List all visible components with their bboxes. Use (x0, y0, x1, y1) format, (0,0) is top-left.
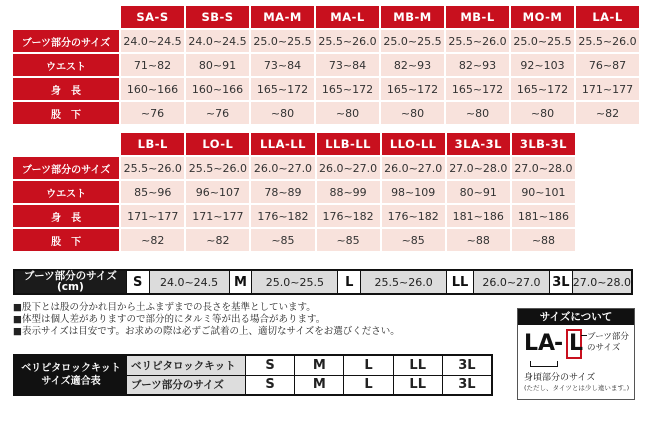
about-body-line2: (ただし、タイツとは少し違います。) (524, 384, 630, 392)
chart2-header: 3LB-3L (512, 133, 575, 155)
chart1-header: LA-L (576, 6, 639, 28)
chart2-cell: 181~186 (512, 205, 575, 227)
chart1-cell: 25.0~25.5 (511, 30, 574, 52)
chart2-row-label: ウエスト (13, 181, 119, 203)
chart2-row (13, 181, 575, 203)
chart2-cell: 26.0~27.0 (382, 157, 445, 179)
about-sizes-diagram (518, 325, 634, 399)
chart1-cell: 25.5~26.0 (446, 30, 509, 52)
boots-size-range: 25.5~26.0 (360, 271, 446, 293)
chart2-header: LLA-LL (251, 133, 314, 155)
chart1-cell: ~80 (381, 102, 444, 124)
about-code-dash: - (554, 331, 564, 356)
chart2-row-label: 股 下 (13, 229, 119, 251)
chart1-row-label: 股 下 (13, 102, 119, 124)
chart1-cell: 73~84 (316, 54, 379, 76)
chart1-cell: 160~166 (186, 78, 249, 100)
note-line: ■股下とは股の分かれ目から土ふまずまでの長さを基準としています。 (13, 302, 316, 313)
kit-size: 3L (442, 376, 491, 395)
chart1-row (13, 102, 639, 124)
chart2-cell: ~88 (447, 229, 510, 251)
chart2-cell: 26.0~27.0 (251, 157, 314, 179)
chart2-cell: ~85 (317, 229, 380, 251)
chart1-row (13, 30, 639, 52)
boots-size-code: L (337, 271, 360, 293)
boots-size-code: 3L (549, 271, 572, 293)
note-line: ■表示サイズは目安です。お求めの際は必ずご試着の上、適切なサイズをお選びください。 (13, 326, 400, 337)
boots-size-code: M (229, 271, 252, 293)
kit-size: S (245, 376, 294, 395)
chart2-cell: 78~89 (251, 181, 314, 203)
chart1-cell: 165~172 (446, 78, 509, 100)
chart1-header: MB-M (381, 6, 444, 28)
kit-size: M (294, 376, 343, 395)
chart1-cell: ~76 (186, 102, 249, 124)
boots-size-bar-unit: (cm) (56, 281, 84, 293)
kit-compat-rows (127, 356, 491, 394)
boots-size-range: 24.0~24.5 (149, 271, 229, 293)
chart1-row (13, 78, 639, 100)
chart1-cell: 82~93 (446, 54, 509, 76)
kit-size: S (245, 356, 294, 375)
chart1-cell: 92~103 (511, 54, 574, 76)
chart1-cell: 171~177 (576, 78, 639, 100)
chart2-cell: 176~182 (382, 205, 445, 227)
chart1-cell: 160~166 (121, 78, 184, 100)
kit-row-label: ベリピタロックキット (127, 356, 245, 375)
chart2-cell: 181~186 (447, 205, 510, 227)
chart2-cell: 96~107 (186, 181, 249, 203)
chart2-header: 3LA-3L (447, 133, 510, 155)
chart2-corner (13, 133, 119, 155)
chart1-cell: 25.0~25.5 (381, 30, 444, 52)
chart2-cell: 27.0~28.0 (512, 157, 575, 179)
chart2-cell: ~82 (121, 229, 184, 251)
boots-size-range: 25.0~25.5 (251, 271, 337, 293)
chart2-header: LLO-LL (382, 133, 445, 155)
chart1-cell: 24.0~24.5 (186, 30, 249, 52)
chart1-cell: 165~172 (511, 78, 574, 100)
kit-size: LL (393, 356, 442, 375)
chart1-row-label: 身 長 (13, 78, 119, 100)
kit-size: L (343, 376, 392, 395)
about-boots-line2: のサイズ (587, 343, 621, 353)
kit-row (127, 375, 491, 395)
chart2-cell: 176~182 (251, 205, 314, 227)
chart2-row (13, 205, 575, 227)
chart1-header-row (13, 6, 639, 28)
chart1-cell: 165~172 (251, 78, 314, 100)
kit-size: M (294, 356, 343, 375)
chart1-cell: 25.5~26.0 (316, 30, 379, 52)
chart1-cell: ~80 (251, 102, 314, 124)
kit-row-label: ブーツ部分のサイズ (127, 376, 245, 395)
kit-row (127, 356, 491, 375)
chart2-row (13, 157, 575, 179)
chart1-cell: 24.0~24.5 (121, 30, 184, 52)
chart2-cell: 27.0~28.0 (447, 157, 510, 179)
about-sizes-title: サイズについて (518, 309, 634, 325)
chart1-cell: 82~93 (381, 54, 444, 76)
chart1-cell: 71~82 (121, 54, 184, 76)
boots-size-bar-label (15, 271, 126, 293)
about-code-right: L (569, 331, 584, 356)
kit-compat-label-line2: サイズ適合表 (41, 376, 101, 387)
about-body-line1: 身頃部分のサイズ (524, 373, 596, 383)
chart1-cell: 80~91 (186, 54, 249, 76)
chart1-cell: 165~172 (316, 78, 379, 100)
boots-size-code: LL (446, 271, 473, 293)
chart2-row-label: 身 長 (13, 205, 119, 227)
size-chart-1 (11, 4, 641, 126)
chart2-row-label: ブーツ部分のサイズ (13, 157, 119, 179)
chart1-cell: ~82 (576, 102, 639, 124)
chart2-cell: ~85 (251, 229, 314, 251)
kit-size: L (343, 356, 392, 375)
chart1-row-label: ウエスト (13, 54, 119, 76)
kit-compat-label (15, 356, 127, 394)
note-line: ■体型は個人差がありますので部分的にタルミ等が出る場合があります。 (13, 314, 326, 325)
chart2-cell: ~88 (512, 229, 575, 251)
chart2-cell: 176~182 (317, 205, 380, 227)
kit-size: LL (393, 376, 442, 395)
chart1-cell: ~80 (446, 102, 509, 124)
chart1-header: SA-S (121, 6, 184, 28)
boots-size-bar (13, 269, 633, 295)
boots-size-range: 26.0~27.0 (473, 271, 549, 293)
kit-compat-label-line1: ベリピタロックキット (21, 363, 121, 374)
chart1-cell: 76~87 (576, 54, 639, 76)
chart1-header: MA-M (251, 6, 314, 28)
kit-size: 3L (442, 356, 491, 375)
chart2-header: LLB-LL (317, 133, 380, 155)
chart1-row-label: ブーツ部分のサイズ (13, 30, 119, 52)
chart1-cell: 25.5~26.0 (576, 30, 639, 52)
about-sizes-box (517, 308, 635, 400)
boots-size-range: 27.0~28.0 (572, 271, 631, 293)
chart1-cell: 73~84 (251, 54, 314, 76)
notes (13, 302, 493, 338)
chart2-cell: 171~177 (121, 205, 184, 227)
chart2-header: LO-L (186, 133, 249, 155)
size-chart-2 (11, 131, 577, 253)
chart1-cell: 25.0~25.5 (251, 30, 314, 52)
chart1-header: SB-S (186, 6, 249, 28)
about-body-bracket (530, 361, 558, 367)
chart2-cell: 25.5~26.0 (186, 157, 249, 179)
chart2-cell: ~82 (186, 229, 249, 251)
boots-size-bar-label-text: ブーツ部分のサイズ (23, 270, 117, 282)
chart2-row (13, 229, 575, 251)
chart1-cell: ~80 (511, 102, 574, 124)
chart2-cell: 90~101 (512, 181, 575, 203)
chart1-header: MO-M (511, 6, 574, 28)
chart1-corner (13, 6, 119, 28)
about-boots-line1: ブーツ部分 (587, 332, 629, 342)
kit-compat-table (13, 354, 493, 396)
chart2-cell: 26.0~27.0 (317, 157, 380, 179)
chart1-header: MA-L (316, 6, 379, 28)
chart2-cell: ~85 (382, 229, 445, 251)
chart1-header: MB-L (446, 6, 509, 28)
about-code-left: LA (524, 331, 556, 356)
chart2-header-row (13, 133, 575, 155)
chart2-cell: 25.5~26.0 (121, 157, 184, 179)
chart2-header: LB-L (121, 133, 184, 155)
chart2-cell: 98~109 (382, 181, 445, 203)
chart2-cell: 171~177 (186, 205, 249, 227)
boots-size-code: S (126, 271, 149, 293)
chart1-cell: 165~172 (381, 78, 444, 100)
chart1-row (13, 54, 639, 76)
chart1-cell: ~76 (121, 102, 184, 124)
chart2-cell: 85~96 (121, 181, 184, 203)
chart1-cell: ~80 (316, 102, 379, 124)
chart2-cell: 80~91 (447, 181, 510, 203)
chart2-cell: 88~99 (317, 181, 380, 203)
